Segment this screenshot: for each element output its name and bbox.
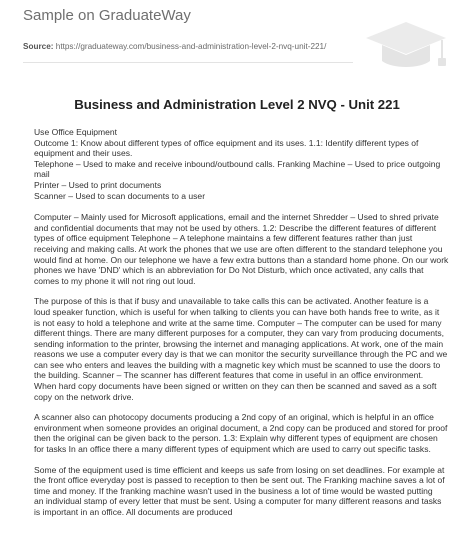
text-line: Scanner – Used to scan documents to a user [34,190,206,201]
header-divider [23,62,353,63]
paragraph [34,127,440,201]
paragraph [34,296,448,402]
text-line: Some of the equipment used is time efficient and keeps us safe from losing on set deadlines. For example at [34,464,445,475]
text-line: copy on the network drive. [34,391,134,402]
paragraph [34,212,449,286]
text-line: different things. There are many different purposes for a computer, they can vary from producing documents, [34,328,444,339]
text-line: the front office everyday post is passed to reception to then be sent out. The Franking machine saves a lot of [34,475,445,486]
text-line: reasons we use a computer every day is that we can monitor the security surveillance through the PC and we [34,349,448,360]
text-line: sending information to the printer, browsing the internet and managing applications. At work, one of the main [34,338,444,349]
text-line: and confidential documents that may not be used by others. 1.2: Describe the different features of different [34,222,437,233]
text-line: The purpose of this is that if busy and unavailable to take calls this can be activated. Another feature is a [34,296,429,307]
text-line: receiving and making calls. At work the phones that we use are often different to the standard telephone you [34,243,443,254]
text-line: types of office equipment Telephone – A telephone maintains a few different features rather than just [34,233,413,244]
text-line: for tasks In an office there a many different types of equipment which are used to carry out specific tasks. [34,444,431,455]
paragraph [34,464,445,518]
text-line: Computer – Mainly used for Microsoft applications, email and the internet Shredder – Used to shred private [34,212,439,223]
text-line: comes to my phone it will not ring out loud. [34,275,196,286]
text-line: would find at home. On our telephone we have a few extra buttons than a standard home phone. On our work [34,254,449,265]
text-line: then the original can be given back to the person. 1.3: Explain why different types of equipment are chosen [34,433,438,444]
paragraph [34,412,448,455]
text-line: loud speaker function, which is useful for when talking to clients you can have both hands free to write, as it [34,306,440,317]
page-header [0,0,474,76]
source-url-link[interactable]: https://graduateway.com/business-and-administration-level-2-nvq-unit-221/ [55,42,327,51]
text-line: A scanner also can photocopy documents producing a 2nd copy of an original, which is helpful in an office [34,412,434,423]
text-line: When hard copy documents have been signed or written on they can then be scanned and saved as a soft [34,381,437,392]
text-line: is important in an office. All documents are produced [34,507,233,517]
graduation-cap-icon [358,14,454,76]
text-line: Use Office Equipment [34,127,117,137]
text-line: phones we have 'DND' which is an abbreviation for Do Not Disturb, which once activated, any calls that [34,265,424,276]
text-line: can see who enters and leaves the building with a magnetic key which must be scanned to use the doors to [34,359,441,370]
text-line: the building. Scanner – The scanner has different features that come in useful in an office environment. [34,370,424,381]
text-line: an individual stamp of every letter that must be sent. Using a computer for many different reasons and tasks [34,496,442,507]
text-line: equipment and their uses. [34,148,133,159]
text-line: time and money. If the franking machine wasn't used in the business a lot of time would be wasted putting [34,485,433,496]
source-line [23,42,326,51]
text-line: environment when someone provides an original document, a 2nd copy can be produced and stored for proof [34,422,448,433]
text-line: Printer – Used to print documents [34,179,162,190]
text-line: Outcome 1: Know about different types of office equipment and its uses. 1.1: Identify different types of [34,137,419,148]
document-title: Business and Administration Level 2 NVQ - Unit 221 [74,97,400,112]
text-line: is not easy to hold a telephone and write at the same time. Computer – The computer can be used for many [34,317,442,328]
site-name[interactable]: Sample on GraduateWay [23,7,191,24]
text-line: mail [34,169,50,180]
text-line: Telephone – Used to make and receive inbound/outbound calls. Franking Machine – Used to price outgoing [34,158,441,169]
source-label: Source: [23,42,54,51]
document-body [34,127,449,528]
